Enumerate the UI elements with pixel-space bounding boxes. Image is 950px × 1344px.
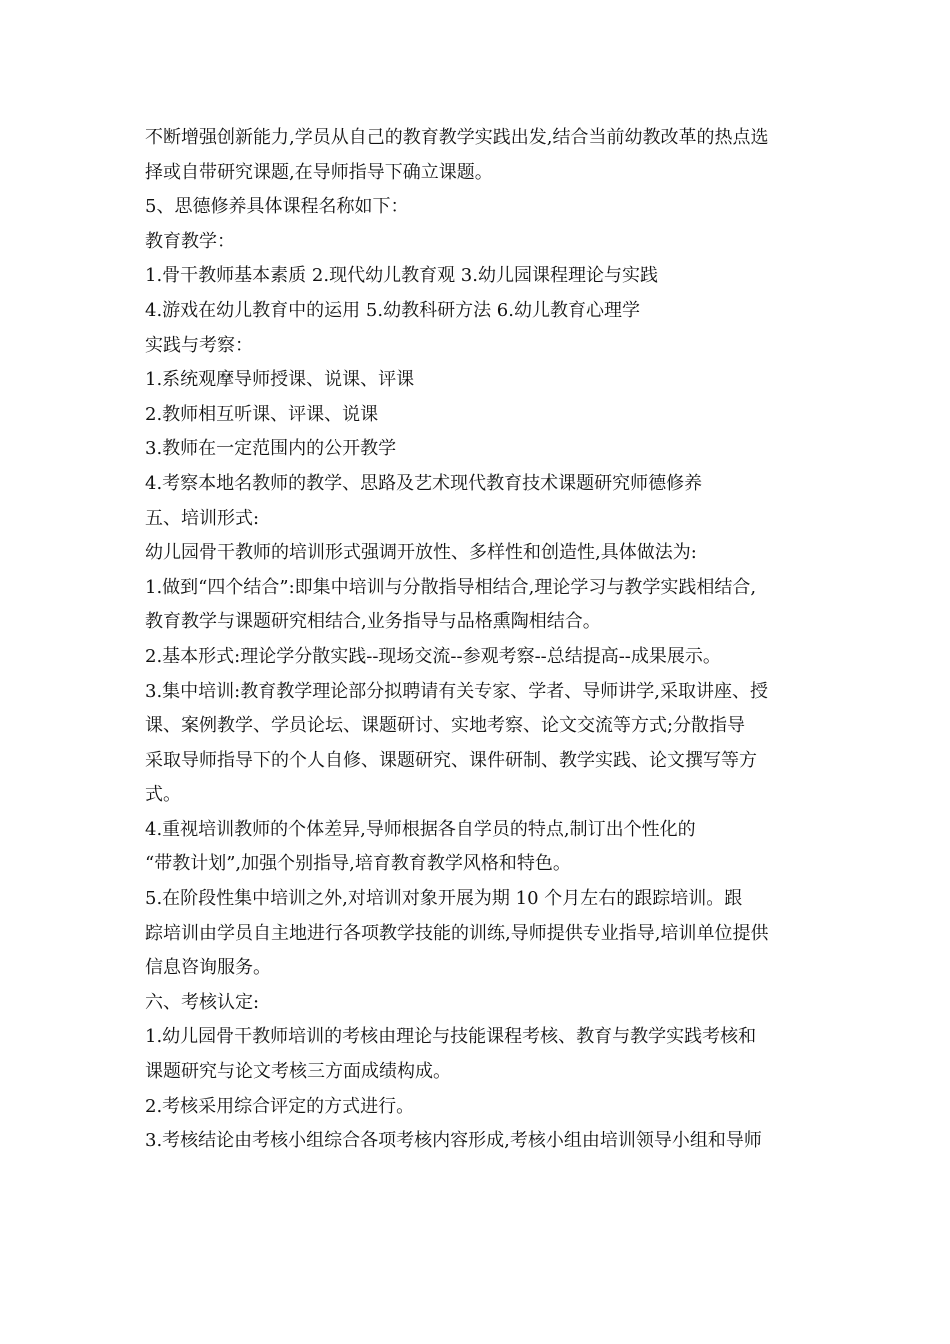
section-heading: 六、考核认定: [145, 991, 260, 1013]
text-line: 课题研究与论文考核三方面成绩构成。 [145, 1061, 451, 1083]
section-heading: 5、思德修养具体课程名称如下： [145, 196, 409, 218]
list-item: 5.在阶段性集中培训之外,对培训对象开展为期 10 个月左右的跟踪培训。跟 [145, 888, 743, 910]
list-item: 2.考核采用综合评定的方式进行。 [145, 1095, 415, 1117]
list-item: 3.考核结论由考核小组综合各项考核内容形成,考核小组由培训领导小组和导师 [145, 1130, 762, 1152]
text-line: 4.游戏在幼儿教育中的运用 5.幼教科研方法 6.幼儿教育心理学 [145, 299, 640, 321]
text-line: “带教计划”,加强个别指导,培育教育教学风格和特色。 [145, 853, 571, 875]
list-item: 1.做到“四个结合”:即集中培训与分散指导相结合,理论学习与教学实践相结合, [145, 576, 757, 598]
text-line: 课、案例教学、学员论坛、课题研讨、实地考察、论文交流等方式;分散指导 [145, 715, 746, 737]
text-line: 不断增强创新能力,学员从自己的教育教学实践出发,结合当前幼教改革的热点选 [145, 127, 769, 148]
list-item: 2.教师相互听课、评课、说课 [145, 403, 379, 425]
subsection-label: 实践与考察： [145, 334, 253, 356]
list-item: 4.考察本地名教师的教学、思路及艺术现代教育技术课题研究师德修养 [145, 472, 703, 494]
text-line: 教育教学与课题研究相结合,业务指导与品格熏陶相结合。 [145, 611, 601, 633]
text-line: 幼儿园骨干教师的培训形式强调开放性、多样性和创造性,具体做法为: [145, 542, 697, 564]
list-item: 3.集中培训:教育教学理论部分拟聘请有关专家、学者、导师讲学,采取讲座、授 [145, 680, 768, 702]
text-line: 信息咨询服务。 [145, 957, 271, 979]
text-line: 择或自带研究课题,在导师指导下确立课题。 [145, 161, 493, 183]
text-line: 式。 [145, 784, 181, 806]
section-heading: 五、培训形式: [145, 507, 260, 529]
list-item: 2.基本形式:理论学分散实践--现场交流--参观考察--总结提高--成果展示。 [145, 645, 721, 667]
subsection-label: 教育教学： [145, 230, 235, 252]
list-item: 3.教师在一定范围内的公开教学 [145, 438, 397, 460]
text-line: 踪培训由学员自主地进行各项教学技能的训练,导师提供专业指导,培训单位提供 [145, 922, 769, 944]
list-item: 1.幼儿园骨干教师培训的考核由理论与技能课程考核、教育与教学实践考核和 [145, 1026, 757, 1048]
text-line: 采取导师指导下的个人自修、课题研究、课件研制、教学实践、论文撰写等方 [145, 749, 757, 771]
list-item: 4.重视培训教师的个体差异,导师根据各自学员的特点,制订出个性化的 [145, 818, 696, 840]
document-body [145, 121, 815, 1159]
text-line: 1.骨干教师基本素质 2.现代幼儿教育观 3.幼儿园课程理论与实践 [145, 265, 658, 287]
list-item: 1.系统观摩导师授课、说课、评课 [145, 369, 415, 391]
